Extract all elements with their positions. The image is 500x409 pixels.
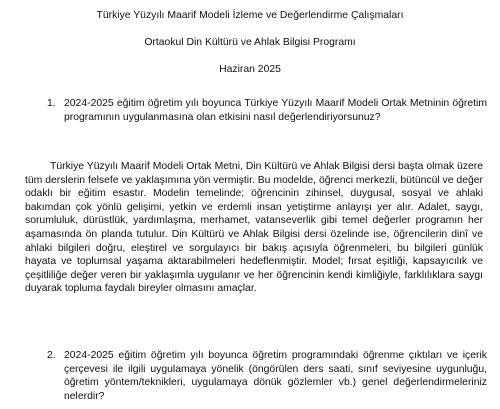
report-title: Türkiye Yüzyılı Maarif Modeli İzleme ve Değerlendirme Çalışmaları bbox=[96, 10, 404, 21]
question-number: 1. bbox=[47, 98, 56, 109]
question-text: 2024-2025 eğitim öğretim yılı boyunca öğretim programındaki öğrenme çıktıları ve içerik çerçevesi ile ilgili uygulamaya yönelik (öngörülen ders saati, sınıf seviyesine uygunluğu, öğretim yöntem/teknikleri, uygulamaya dönük gözlemler vb.) genel değerlendirmeleriniz nelerdir? bbox=[64, 350, 487, 402]
report-date: Haziran 2025 bbox=[219, 64, 281, 75]
question-2 bbox=[47, 349, 487, 402]
answer-paragraph: Türkiye Yüzyılı Maarif Modeli Ortak Metni, Din Kültürü ve Ahlak Bilgisi dersi başta olmak üzere tüm derslerin felsefe ve yaklaşımına yön vermiştir. Bu modelde, öğrenci merkezli, bütüncül ve değer odaklı bir eğitim esastır. Modelin temelinde; öğrencinin zihinsel, duygusal, sosyal ve ahlaki bakımdan çok yönlü gelişimi, yetkin ve erdemli insan yetiştirme anlayışı yer alır. Adalet, saygı, sorumluluk, dürüstlük, yardımlaşma, merhamet, vatanseverlik gibi temel değerler programın her aşamasında ön planda tutulur. Din Kültürü ve Ahlak Bilgisi dersi özelinde ise, öğrencilerin dinî ve ahlaki bilgileri doğru, eleştirel ve sorgulayıcı bir bakış açısıyla öğrenmeleri, bu bilgileri günlük hayata ve toplumsal yaşama aktarabilmeleri hedeflenmiştir. Model; fırsat eşitliği, kapsayıcılık ve çeşitliliğe değer veren bir yaklaşımla uygulanır ve her öğrencinin kendi kimliğiyle, farklılıklara saygı duyarak topluma faydalı bireyler olmasını amaçlar. bbox=[25, 161, 483, 295]
program-title: Ortaokul Din Kültürü ve Ahlak Bilgisi Programı bbox=[144, 37, 356, 48]
question-1 bbox=[47, 97, 487, 127]
question-text: 2024-2025 eğitim öğretim yılı boyunca Türkiye Yüzyılı Maarif Modeli Ortak Metninin öğretim programının uygulanmasına olan etkisini nasıl değerlendiriyorsunuz? bbox=[64, 98, 487, 123]
question-number: 2. bbox=[47, 350, 56, 361]
